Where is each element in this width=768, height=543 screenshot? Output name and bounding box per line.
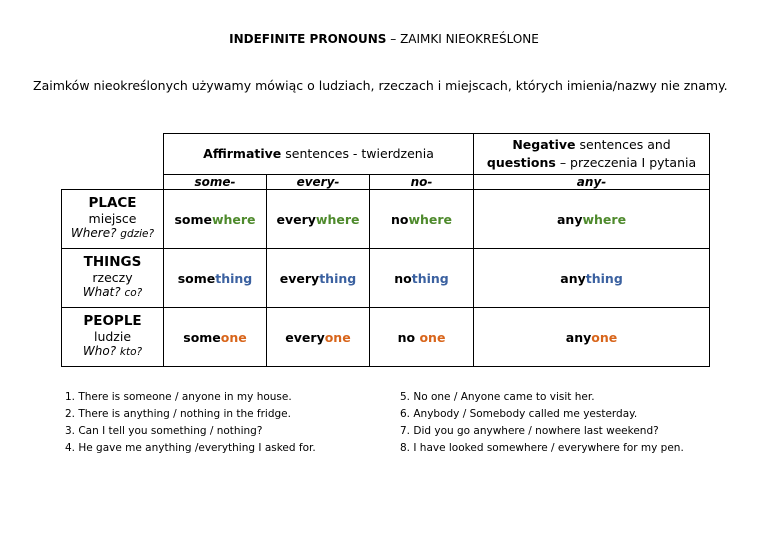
cell-someone: someone xyxy=(164,308,267,367)
exercise-item: 1. There is someone / anyone in my house. xyxy=(65,391,292,403)
title-rest: – ZAIMKI NIEOKREŚLONE xyxy=(386,32,539,46)
table-row-place xyxy=(62,190,710,249)
row-label-pl: ludzie xyxy=(93,329,132,344)
row-label-pl: rzeczy xyxy=(92,270,133,285)
row-question: What? co? xyxy=(82,285,143,299)
cell-everyone: everyone xyxy=(267,308,370,367)
row-label-things xyxy=(62,249,164,308)
cell-nothing: nothing xyxy=(370,249,474,308)
row-label-place xyxy=(62,190,164,249)
row-label: PEOPLE xyxy=(83,313,142,329)
affirmative-header xyxy=(164,134,474,175)
exercise-list-right xyxy=(400,389,684,457)
row-label: PLACE xyxy=(88,195,137,211)
page-title xyxy=(0,32,768,46)
cell-anything: anything xyxy=(474,249,710,308)
questions-bold: questions xyxy=(486,155,556,170)
exercise-item: 8. I have looked somewhere / everywhere for my pen. xyxy=(400,442,684,454)
cell-anywhere: anywhere xyxy=(474,190,710,249)
cell-everything: everything xyxy=(267,249,370,308)
row-label-pl: miejsce xyxy=(88,211,137,226)
negative-header xyxy=(474,134,710,175)
intro-paragraph: Zaimków nieokreślonych używamy mówiąc o ludziach, rzeczach i miejscach, których imienia/nazwy nie znamy. xyxy=(33,78,728,93)
row-label-people xyxy=(62,308,164,367)
sub-header-no: no- xyxy=(370,175,474,190)
sub-header-every: every- xyxy=(267,175,370,190)
table-row-people xyxy=(62,308,710,367)
pronoun-table xyxy=(61,133,710,367)
negative-rest: sentences and xyxy=(575,137,671,152)
questions-rest: – przeczenia I pytania xyxy=(555,155,697,170)
cell-something: something xyxy=(164,249,267,308)
cell-nowhere: nowhere xyxy=(370,190,474,249)
negative-bold: Negative xyxy=(512,137,576,152)
cell-anyone: anyone xyxy=(474,308,710,367)
exercise-item: 4. He gave me anything /everything I asked for. xyxy=(65,442,316,454)
exercise-item: 5. No one / Anyone came to visit her. xyxy=(400,391,595,403)
exercise-list-left xyxy=(65,389,316,457)
cell-somewhere: somewhere xyxy=(164,190,267,249)
affirmative-rest: sentences - twierdzenia xyxy=(281,146,434,161)
exercise-item: 2. There is anything / nothing in the fridge. xyxy=(65,408,291,420)
sub-header-any: any- xyxy=(474,175,710,190)
cell-everywhere: everywhere xyxy=(267,190,370,249)
exercise-item: 6. Anybody / Somebody called me yesterday. xyxy=(400,408,638,420)
exercise-item: 7. Did you go anywhere / nowhere last weekend? xyxy=(400,425,659,437)
row-label: THINGS xyxy=(83,254,142,270)
exercise-item: 3. Can I tell you something / nothing? xyxy=(65,425,263,437)
table-row-things xyxy=(62,249,710,308)
row-question: Where? gdzie? xyxy=(70,226,155,240)
row-question: Who? kto? xyxy=(82,344,143,358)
title-bold: INDEFINITE PRONOUNS xyxy=(229,32,387,46)
cell-no-one: no one xyxy=(370,308,474,367)
affirmative-bold: Affirmative xyxy=(203,146,282,161)
sub-header-some: some- xyxy=(164,175,267,190)
